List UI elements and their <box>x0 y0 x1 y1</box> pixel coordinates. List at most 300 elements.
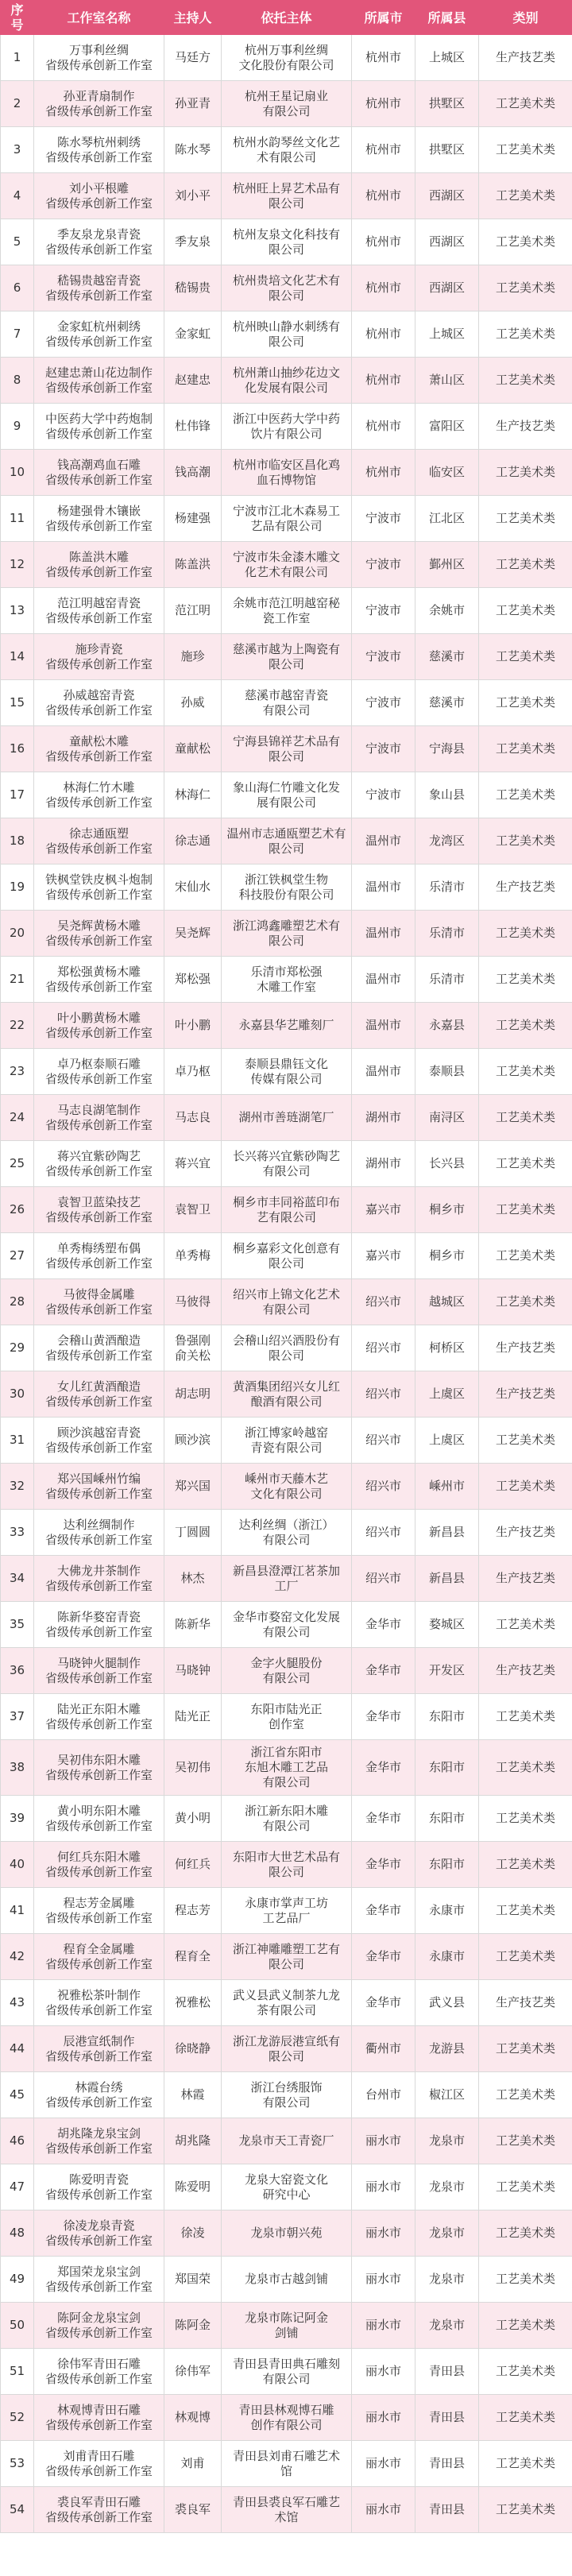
cell-index: 20 <box>1 911 34 957</box>
header-host: 主持人 <box>164 1 222 35</box>
cell-host: 杨建强 <box>164 496 222 542</box>
cell-studio-name: 金家虹杭州刺绣 省级传承创新工作室 <box>34 311 164 358</box>
cell-studio-name: 童献松木雕 省级传承创新工作室 <box>34 726 164 772</box>
cell-county: 萧山区 <box>415 358 479 404</box>
cell-county: 东阳市 <box>415 1740 479 1796</box>
cell-category: 工艺美术类 <box>479 2257 572 2303</box>
cell-entity: 杭州市临安区昌化鸡 血石博物馆 <box>222 450 352 496</box>
cell-host: 刘小平 <box>164 173 222 219</box>
cell-studio-name: 叶小鹏黄杨木雕 省级传承创新工作室 <box>34 1003 164 1049</box>
cell-entity: 永康市掌声工坊 工艺品厂 <box>222 1888 352 1934</box>
cell-category: 工艺美术类 <box>479 127 572 173</box>
cell-studio-name: 陈盖洪木雕 省级传承创新工作室 <box>34 542 164 588</box>
cell-category: 工艺美术类 <box>479 1418 572 1464</box>
cell-index: 25 <box>1 1141 34 1187</box>
cell-studio-name: 大佛龙井茶制作 省级传承创新工作室 <box>34 1556 164 1602</box>
cell-city: 金华市 <box>352 1842 415 1888</box>
cell-entity: 青田县裘良军石雕艺 术馆 <box>222 2487 352 2533</box>
cell-city: 杭州市 <box>352 81 415 127</box>
cell-index: 40 <box>1 1842 34 1888</box>
cell-entity: 青田县青田典石雕刻 有限公司 <box>222 2349 352 2395</box>
cell-host: 刘甫 <box>164 2441 222 2487</box>
cell-category: 工艺美术类 <box>479 772 572 818</box>
cell-city: 嘉兴市 <box>352 1233 415 1279</box>
cell-category: 工艺美术类 <box>479 1279 572 1325</box>
cell-category: 工艺美术类 <box>479 1187 572 1233</box>
cell-county: 泰顺县 <box>415 1049 479 1095</box>
cell-entity: 浙江鸿鑫雕塑艺术有 限公司 <box>222 911 352 957</box>
cell-category: 工艺美术类 <box>479 2118 572 2164</box>
table-row <box>1 542 572 588</box>
cell-entity: 金华市婺窑文化发展 有限公司 <box>222 1602 352 1648</box>
cell-city: 丽水市 <box>352 2349 415 2395</box>
cell-county: 西湖区 <box>415 265 479 311</box>
table-row <box>1 1602 572 1648</box>
table-row <box>1 1003 572 1049</box>
cell-city: 杭州市 <box>352 311 415 358</box>
cell-studio-name: 顾沙滨越窑青瓷 省级传承创新工作室 <box>34 1418 164 1464</box>
cell-county: 临安区 <box>415 450 479 496</box>
cell-entity: 青田县刘甫石雕艺术 馆 <box>222 2441 352 2487</box>
table-row <box>1 1141 572 1187</box>
cell-studio-name: 会稽山黄酒酿造 省级传承创新工作室 <box>34 1325 164 1371</box>
cell-city: 丽水市 <box>352 2303 415 2349</box>
table-row <box>1 1049 572 1095</box>
cell-index: 24 <box>1 1095 34 1141</box>
cell-entity: 象山海仁竹雕文化发 展有限公司 <box>222 772 352 818</box>
cell-county: 越城区 <box>415 1279 479 1325</box>
table-row <box>1 2257 572 2303</box>
cell-index: 3 <box>1 127 34 173</box>
cell-entity: 杭州旺上昇艺术品有 限公司 <box>222 173 352 219</box>
cell-category: 工艺美术类 <box>479 1464 572 1510</box>
cell-host: 林观博 <box>164 2395 222 2441</box>
table-row <box>1 1980 572 2026</box>
cell-index: 44 <box>1 2026 34 2072</box>
cell-city: 金华市 <box>352 1888 415 1934</box>
table-row <box>1 265 572 311</box>
cell-city: 杭州市 <box>352 450 415 496</box>
cell-studio-name: 马晓钟火腿制作 省级传承创新工作室 <box>34 1648 164 1694</box>
table-row <box>1 1796 572 1842</box>
table-row <box>1 2210 572 2257</box>
cell-host: 赵建忠 <box>164 358 222 404</box>
cell-index: 21 <box>1 957 34 1003</box>
table-row <box>1 911 572 957</box>
cell-county: 西湖区 <box>415 219 479 265</box>
cell-county: 上虞区 <box>415 1418 479 1464</box>
cell-city: 温州市 <box>352 1003 415 1049</box>
header-index: 序号 <box>1 1 34 35</box>
cell-studio-name: 徐伟军青田石雕 省级传承创新工作室 <box>34 2349 164 2395</box>
cell-city: 杭州市 <box>352 404 415 450</box>
cell-county: 新昌县 <box>415 1556 479 1602</box>
cell-entity: 浙江博家岭越窑 青瓷有限公司 <box>222 1418 352 1464</box>
cell-entity: 温州市志通瓯塑艺术有 限公司 <box>222 818 352 864</box>
cell-category: 工艺美术类 <box>479 2026 572 2072</box>
cell-host: 宋仙水 <box>164 864 222 911</box>
cell-entity: 宁波市朱金漆木雕文 化艺术有限公司 <box>222 542 352 588</box>
cell-entity: 绍兴市上锦文化艺术 有限公司 <box>222 1279 352 1325</box>
cell-city: 温州市 <box>352 911 415 957</box>
cell-category: 工艺美术类 <box>479 1888 572 1934</box>
cell-host: 马志良 <box>164 1095 222 1141</box>
cell-county: 青田县 <box>415 2349 479 2395</box>
cell-studio-name: 杨建强骨木镶嵌 省级传承创新工作室 <box>34 496 164 542</box>
cell-index: 48 <box>1 2210 34 2257</box>
cell-index: 49 <box>1 2257 34 2303</box>
table-row <box>1 496 572 542</box>
cell-studio-name: 裘良军青田石雕 省级传承创新工作室 <box>34 2487 164 2533</box>
cell-studio-name: 达利丝绸制作 省级传承创新工作室 <box>34 1510 164 1556</box>
cell-category: 工艺美术类 <box>479 1842 572 1888</box>
cell-category: 生产技艺类 <box>479 1556 572 1602</box>
cell-category: 工艺美术类 <box>479 358 572 404</box>
cell-entity: 杭州水韵琴丝文化艺 术有限公司 <box>222 127 352 173</box>
cell-studio-name: 林霞台绣 省级传承创新工作室 <box>34 2072 164 2118</box>
cell-category: 工艺美术类 <box>479 818 572 864</box>
cell-studio-name: 陈水琴杭州刺绣 省级传承创新工作室 <box>34 127 164 173</box>
cell-studio-name: 徐志通瓯塑 省级传承创新工作室 <box>34 818 164 864</box>
table-row <box>1 127 572 173</box>
cell-index: 8 <box>1 358 34 404</box>
cell-index: 7 <box>1 311 34 358</box>
cell-host: 陈爱明 <box>164 2164 222 2210</box>
cell-entity: 慈溪市越为上陶瓷有 限公司 <box>222 634 352 680</box>
cell-entity: 杭州友泉文化科技有 限公司 <box>222 219 352 265</box>
cell-entity: 龙泉市陈记阿金 剑铺 <box>222 2303 352 2349</box>
cell-studio-name: 施珍青瓷 省级传承创新工作室 <box>34 634 164 680</box>
cell-index: 52 <box>1 2395 34 2441</box>
cell-host: 孙威 <box>164 680 222 726</box>
table-row <box>1 311 572 358</box>
cell-entity: 慈溪市越窑青瓷 有限公司 <box>222 680 352 726</box>
cell-studio-name: 何红兵东阳木雕 省级传承创新工作室 <box>34 1842 164 1888</box>
cell-category: 工艺美术类 <box>479 911 572 957</box>
cell-host: 马晓钟 <box>164 1648 222 1694</box>
cell-category: 生产技艺类 <box>479 1510 572 1556</box>
cell-category: 工艺美术类 <box>479 680 572 726</box>
cell-host: 陆光正 <box>164 1694 222 1740</box>
cell-city: 衢州市 <box>352 2026 415 2072</box>
cell-entity: 东阳市陆光正 创作室 <box>222 1694 352 1740</box>
cell-county: 江北区 <box>415 496 479 542</box>
cell-index: 18 <box>1 818 34 864</box>
cell-index: 42 <box>1 1934 34 1980</box>
cell-city: 湖州市 <box>352 1141 415 1187</box>
table-row <box>1 1888 572 1934</box>
cell-county: 青田县 <box>415 2441 479 2487</box>
cell-host: 马彼得 <box>164 1279 222 1325</box>
cell-host: 郑兴国 <box>164 1464 222 1510</box>
table-row <box>1 2441 572 2487</box>
cell-category: 生产技艺类 <box>479 35 572 81</box>
cell-studio-name: 陈阿金龙泉宝剑 省级传承创新工作室 <box>34 2303 164 2349</box>
cell-index: 17 <box>1 772 34 818</box>
table-row <box>1 2395 572 2441</box>
cell-index: 37 <box>1 1694 34 1740</box>
cell-city: 金华市 <box>352 1740 415 1796</box>
cell-entity: 杭州王星记扇业 有限公司 <box>222 81 352 127</box>
cell-city: 宁波市 <box>352 634 415 680</box>
cell-index: 43 <box>1 1980 34 2026</box>
cell-city: 金华市 <box>352 1980 415 2026</box>
table-row <box>1 1648 572 1694</box>
cell-city: 宁波市 <box>352 542 415 588</box>
cell-studio-name: 孙威越窑青瓷 省级传承创新工作室 <box>34 680 164 726</box>
cell-studio-name: 徐凌龙泉青瓷 省级传承创新工作室 <box>34 2210 164 2257</box>
cell-city: 金华市 <box>352 1934 415 1980</box>
cell-entity: 泰顺县鼎钰文化 传媒有限公司 <box>222 1049 352 1095</box>
cell-category: 工艺美术类 <box>479 173 572 219</box>
cell-category: 工艺美术类 <box>479 2349 572 2395</box>
table-row <box>1 1510 572 1556</box>
cell-host: 林杰 <box>164 1556 222 1602</box>
cell-host: 程志芳 <box>164 1888 222 1934</box>
table-row <box>1 450 572 496</box>
cell-category: 工艺美术类 <box>479 1003 572 1049</box>
cell-index: 45 <box>1 2072 34 2118</box>
cell-city: 杭州市 <box>352 265 415 311</box>
cell-city: 杭州市 <box>352 35 415 81</box>
cell-category: 工艺美术类 <box>479 81 572 127</box>
cell-entity: 浙江中医药大学中药 饮片有限公司 <box>222 404 352 450</box>
cell-entity: 宁海县锦祥艺术品有 限公司 <box>222 726 352 772</box>
cell-entity: 湖州市善琏湖笔厂 <box>222 1095 352 1141</box>
cell-city: 金华市 <box>352 1602 415 1648</box>
cell-host: 叶小鹏 <box>164 1003 222 1049</box>
cell-city: 宁波市 <box>352 588 415 634</box>
cell-entity: 龙泉市朝兴苑 <box>222 2210 352 2257</box>
table-row <box>1 2303 572 2349</box>
cell-index: 46 <box>1 2118 34 2164</box>
cell-county: 富阳区 <box>415 404 479 450</box>
cell-host: 卓乃枢 <box>164 1049 222 1095</box>
cell-city: 丽水市 <box>352 2441 415 2487</box>
cell-host: 吴初伟 <box>164 1740 222 1796</box>
table-row <box>1 1694 572 1740</box>
cell-city: 金华市 <box>352 1796 415 1842</box>
cell-city: 绍兴市 <box>352 1556 415 1602</box>
cell-county: 婺城区 <box>415 1602 479 1648</box>
cell-city: 嘉兴市 <box>352 1187 415 1233</box>
cell-category: 生产技艺类 <box>479 404 572 450</box>
cell-studio-name: 嵇锡贵越窑青瓷 省级传承创新工作室 <box>34 265 164 311</box>
cell-entity: 青田县林观博石雕 创作有限公司 <box>222 2395 352 2441</box>
table-row <box>1 2072 572 2118</box>
cell-county: 新昌县 <box>415 1510 479 1556</box>
cell-county: 拱墅区 <box>415 127 479 173</box>
cell-county: 拱墅区 <box>415 81 479 127</box>
table-body <box>1 35 572 2533</box>
cell-studio-name: 女儿红黄酒酿造 省级传承创新工作室 <box>34 1371 164 1418</box>
table-row <box>1 772 572 818</box>
cell-category: 工艺美术类 <box>479 1095 572 1141</box>
cell-host: 黄小明 <box>164 1796 222 1842</box>
cell-index: 34 <box>1 1556 34 1602</box>
cell-index: 28 <box>1 1279 34 1325</box>
cell-host: 郑国荣 <box>164 2257 222 2303</box>
cell-entity: 龙泉市古越剑铺 <box>222 2257 352 2303</box>
cell-studio-name: 马志良湖笔制作 省级传承创新工作室 <box>34 1095 164 1141</box>
table-row <box>1 1371 572 1418</box>
cell-city: 丽水市 <box>352 2164 415 2210</box>
table-row <box>1 81 572 127</box>
cell-host: 孙亚青 <box>164 81 222 127</box>
table-row <box>1 35 572 81</box>
cell-index: 6 <box>1 265 34 311</box>
cell-city: 丽水市 <box>352 2210 415 2257</box>
cell-studio-name: 郑国荣龙泉宝剑 省级传承创新工作室 <box>34 2257 164 2303</box>
cell-studio-name: 孙亚青扇制作 省级传承创新工作室 <box>34 81 164 127</box>
cell-entity: 会稽山绍兴酒股份有 限公司 <box>222 1325 352 1371</box>
cell-studio-name: 范江明越窑青瓷 省级传承创新工作室 <box>34 588 164 634</box>
cell-city: 温州市 <box>352 818 415 864</box>
cell-host: 嵇锡贵 <box>164 265 222 311</box>
cell-city: 金华市 <box>352 1694 415 1740</box>
cell-studio-name: 刘甫青田石雕 省级传承创新工作室 <box>34 2441 164 2487</box>
cell-entity: 浙江省东阳市 东旭木雕工艺品 有限公司 <box>222 1740 352 1796</box>
cell-county: 永康市 <box>415 1888 479 1934</box>
cell-studio-name: 林海仁竹木雕 省级传承创新工作室 <box>34 772 164 818</box>
cell-index: 19 <box>1 864 34 911</box>
cell-index: 4 <box>1 173 34 219</box>
cell-entity: 桐乡市丰同裕蓝印布 艺有限公司 <box>222 1187 352 1233</box>
cell-host: 范江明 <box>164 588 222 634</box>
cell-category: 工艺美术类 <box>479 588 572 634</box>
cell-studio-name: 吴尧辉黄杨木雕 省级传承创新工作室 <box>34 911 164 957</box>
cell-studio-name: 铁枫堂铁皮枫斗炮制 省级传承创新工作室 <box>34 864 164 911</box>
table-row <box>1 2026 572 2072</box>
cell-county: 上城区 <box>415 311 479 358</box>
table-row <box>1 173 572 219</box>
cell-studio-name: 万事利丝绸 省级传承创新工作室 <box>34 35 164 81</box>
cell-studio-name: 黄小明东阳木雕 省级传承创新工作室 <box>34 1796 164 1842</box>
cell-index: 1 <box>1 35 34 81</box>
cell-city: 温州市 <box>352 864 415 911</box>
cell-host: 胡志明 <box>164 1371 222 1418</box>
table-row <box>1 2164 572 2210</box>
cell-host: 何红兵 <box>164 1842 222 1888</box>
cell-index: 51 <box>1 2349 34 2395</box>
cell-county: 桐乡市 <box>415 1187 479 1233</box>
cell-index: 53 <box>1 2441 34 2487</box>
table-row <box>1 1279 572 1325</box>
table-row <box>1 957 572 1003</box>
cell-host: 金家虹 <box>164 311 222 358</box>
cell-county: 乐清市 <box>415 911 479 957</box>
cell-host: 林霞 <box>164 2072 222 2118</box>
cell-city: 绍兴市 <box>352 1325 415 1371</box>
cell-category: 工艺美术类 <box>479 2072 572 2118</box>
cell-county: 宁海县 <box>415 726 479 772</box>
cell-index: 39 <box>1 1796 34 1842</box>
cell-entity: 黄酒集团绍兴女儿红 酿酒有限公司 <box>222 1371 352 1418</box>
cell-entity: 金字火腿股份 有限公司 <box>222 1648 352 1694</box>
header-city: 所属市 <box>352 1 415 35</box>
table-row <box>1 1464 572 1510</box>
cell-entity: 浙江神雕雕塑工艺有 限公司 <box>222 1934 352 1980</box>
cell-category: 工艺美术类 <box>479 2441 572 2487</box>
cell-studio-name: 胡兆隆龙泉宝剑 省级传承创新工作室 <box>34 2118 164 2164</box>
cell-entity: 浙江铁枫堂生物 科技股份有限公司 <box>222 864 352 911</box>
cell-category: 工艺美术类 <box>479 2303 572 2349</box>
cell-host: 钱高潮 <box>164 450 222 496</box>
cell-studio-name: 赵建忠萧山花边制作 省级传承创新工作室 <box>34 358 164 404</box>
cell-index: 12 <box>1 542 34 588</box>
cell-city: 丽水市 <box>352 2487 415 2533</box>
cell-host: 丁圆圆 <box>164 1510 222 1556</box>
cell-index: 15 <box>1 680 34 726</box>
cell-county: 龙泉市 <box>415 2210 479 2257</box>
cell-index: 2 <box>1 81 34 127</box>
cell-category: 工艺美术类 <box>479 2487 572 2533</box>
header-county: 所属县 <box>415 1 479 35</box>
table-row <box>1 404 572 450</box>
cell-studio-name: 程育全金属雕 省级传承创新工作室 <box>34 1934 164 1980</box>
cell-entity: 长兴蒋兴宜紫砂陶艺 有限公司 <box>222 1141 352 1187</box>
cell-studio-name: 陈爱明青瓷 省级传承创新工作室 <box>34 2164 164 2210</box>
cell-category: 工艺美术类 <box>479 1740 572 1796</box>
cell-county: 长兴县 <box>415 1141 479 1187</box>
cell-category: 工艺美术类 <box>479 542 572 588</box>
cell-city: 绍兴市 <box>352 1418 415 1464</box>
table-row <box>1 1934 572 1980</box>
cell-entity: 浙江台绣服饰 有限公司 <box>222 2072 352 2118</box>
cell-host: 鲁强刚 俞关松 <box>164 1325 222 1371</box>
cell-category: 工艺美术类 <box>479 634 572 680</box>
cell-entity: 杭州万事利丝绸 文化股份有限公司 <box>222 35 352 81</box>
cell-entity: 武义县武义制茶九龙 茶有限公司 <box>222 1980 352 2026</box>
cell-county: 乐清市 <box>415 864 479 911</box>
cell-county: 鄞州区 <box>415 542 479 588</box>
cell-studio-name: 郑松强黄杨木雕 省级传承创新工作室 <box>34 957 164 1003</box>
cell-city: 宁波市 <box>352 496 415 542</box>
cell-studio-name: 刘小平根雕 省级传承创新工作室 <box>34 173 164 219</box>
cell-studio-name: 郑兴国嵊州竹编 省级传承创新工作室 <box>34 1464 164 1510</box>
cell-county: 嵊州市 <box>415 1464 479 1510</box>
cell-county: 上城区 <box>415 35 479 81</box>
cell-county: 永嘉县 <box>415 1003 479 1049</box>
cell-county: 慈溪市 <box>415 634 479 680</box>
cell-county: 桐乡市 <box>415 1233 479 1279</box>
cell-entity: 新昌县澄潭江茗茶加 工厂 <box>222 1556 352 1602</box>
cell-county: 南浔区 <box>415 1095 479 1141</box>
table-row <box>1 2349 572 2395</box>
cell-index: 23 <box>1 1049 34 1095</box>
cell-studio-name: 程志芳金属雕 省级传承创新工作室 <box>34 1888 164 1934</box>
cell-county: 武义县 <box>415 1980 479 2026</box>
cell-host: 吴尧辉 <box>164 911 222 957</box>
cell-category: 工艺美术类 <box>479 2164 572 2210</box>
cell-studio-name: 陈新华婺窑青瓷 省级传承创新工作室 <box>34 1602 164 1648</box>
cell-county: 慈溪市 <box>415 680 479 726</box>
cell-studio-name: 袁智卫蓝染技艺 省级传承创新工作室 <box>34 1187 164 1233</box>
cell-county: 龙湾区 <box>415 818 479 864</box>
cell-host: 单秀梅 <box>164 1233 222 1279</box>
cell-city: 湖州市 <box>352 1095 415 1141</box>
table-row <box>1 634 572 680</box>
table-row <box>1 588 572 634</box>
table-row <box>1 1418 572 1464</box>
table-row <box>1 2118 572 2164</box>
cell-host: 陈水琴 <box>164 127 222 173</box>
cell-index: 27 <box>1 1233 34 1279</box>
cell-entity: 余姚市范江明越窑秘 瓷工作室 <box>222 588 352 634</box>
table-row <box>1 1233 572 1279</box>
cell-host: 程育全 <box>164 1934 222 1980</box>
table-row <box>1 2487 572 2533</box>
